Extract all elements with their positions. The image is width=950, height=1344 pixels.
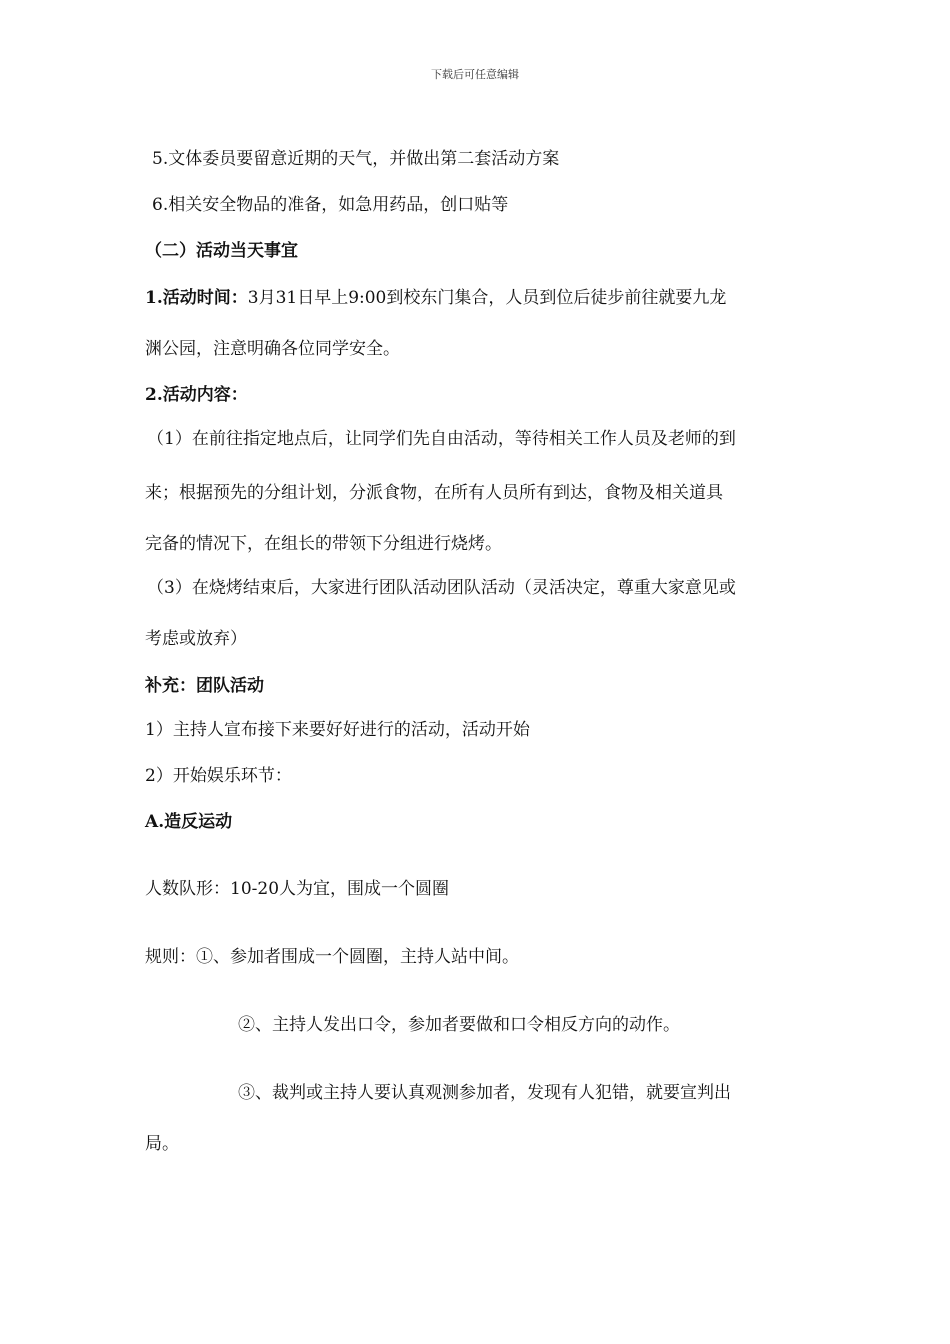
activity-time-text: 3月31日早上9:00到校东门集合，人员到位后徒步前往就要九龙 — [247, 288, 727, 308]
content-item-1-line-2: 来；根据预先的分组计划，分派食物，在所有人员所有到达，食物及相关道具 — [145, 483, 723, 503]
content-item-1-line-1: （1）在前往指定地点后，让同学们先自由活动，等待相关工作人员及老师的到 — [147, 429, 736, 449]
activity-content-heading: 2.活动内容： — [145, 385, 248, 405]
content-item-3-line-2: 考虑或放弃） — [145, 629, 247, 649]
rule-3-text: ③、裁判或主持人要认真观测参加者，发现有人犯错，就要宣判出 — [238, 1083, 731, 1103]
section-heading-2: （二）活动当天事宜 — [145, 241, 298, 261]
activity-time-paragraph — [145, 287, 726, 309]
activity-time-label: 1.活动时间： — [145, 288, 248, 308]
list-item-6: 6.相关安全物品的准备，如急用药品，创口贴等 — [152, 195, 509, 215]
game-a-heading: A.造反运动 — [145, 812, 233, 832]
content-item-1-line-3: 完备的情况下，在组长的带领下分组进行烧烤。 — [145, 534, 502, 554]
list-item-5: 5.文体委员要留意近期的天气，并做出第二套活动方案 — [152, 149, 560, 169]
formation-text: 人数队形：10-20人为宜，围成一个圆圈 — [145, 879, 450, 899]
activity-time-continued: 渊公园，注意明确各位同学安全。 — [145, 339, 400, 359]
supplement-heading: 补充：团队活动 — [145, 676, 264, 696]
rule-3-continued: 局。 — [145, 1134, 179, 1154]
rule-2-text: ②、主持人发出口令，参加者要做和口令相反方向的动作。 — [238, 1015, 680, 1035]
content-item-3-line-1: （3）在烧烤结束后，大家进行团队活动团队活动（灵活决定，尊重大家意见或 — [147, 578, 736, 598]
rule-1-text: 规则：①、参加者围成一个圆圈，主持人站中间。 — [145, 947, 519, 967]
team-activity-step-2: 2）开始娱乐环节： — [145, 766, 292, 786]
team-activity-step-1: 1）主持人宣布接下来要好好进行的活动，活动开始 — [145, 720, 530, 740]
page-header: 下载后可任意编辑 — [431, 68, 519, 81]
